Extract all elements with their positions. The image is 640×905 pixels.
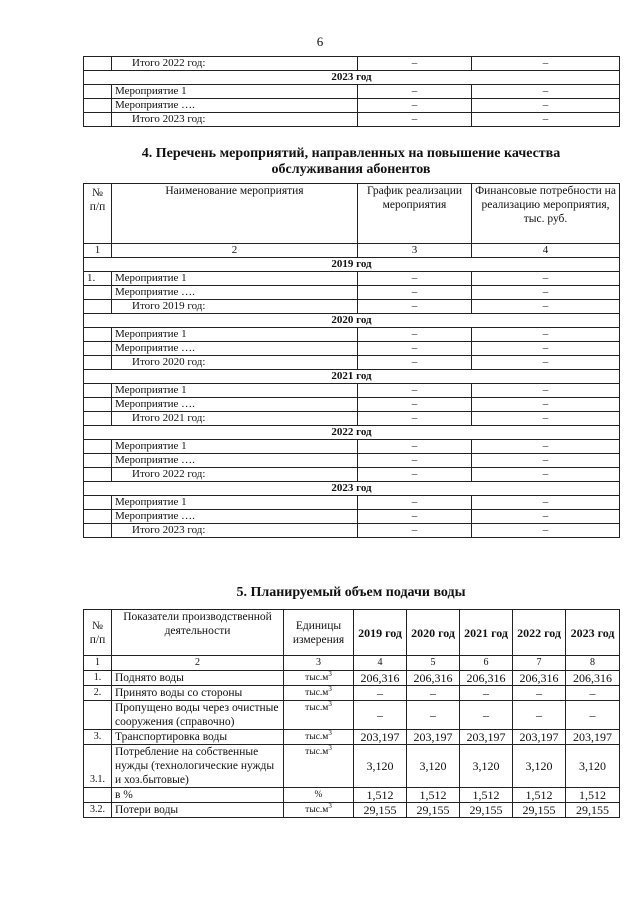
item-label: Мероприятие 1 bbox=[112, 496, 358, 510]
header-finance: Финансовые потребности на реализацию мероприятия, тыс. руб. bbox=[472, 184, 620, 244]
table-row bbox=[84, 524, 620, 538]
year-row bbox=[84, 258, 620, 272]
table-row bbox=[84, 99, 620, 113]
item-label: Мероприятие …. bbox=[112, 510, 358, 524]
value-cell: 29,155 bbox=[407, 803, 460, 818]
year-row bbox=[84, 370, 620, 384]
indicator-name: в % bbox=[112, 788, 284, 803]
column-number-row bbox=[84, 656, 620, 671]
value-cell: 206,316 bbox=[566, 671, 620, 686]
cell-dash: – bbox=[358, 286, 472, 300]
value-cell: – bbox=[513, 701, 566, 730]
table-row bbox=[84, 398, 620, 412]
year-label: 2023 год bbox=[84, 482, 620, 496]
value-cell: 1,512 bbox=[407, 788, 460, 803]
table-row bbox=[84, 342, 620, 356]
unit-cell: $тыс.м^3$ bbox=[284, 686, 354, 701]
section4-title bbox=[83, 146, 619, 178]
col-number: 5 bbox=[407, 656, 460, 671]
total-label: Итого 2021 год: bbox=[112, 412, 358, 426]
cell-dash: – bbox=[472, 454, 620, 468]
cell-dash: – bbox=[358, 356, 472, 370]
col-number: 1 bbox=[84, 244, 112, 258]
row-number: 1. bbox=[84, 671, 112, 686]
row-number: 3.1. bbox=[84, 745, 112, 788]
header-num: № п/п bbox=[84, 610, 112, 656]
header-unit: Единицы измерения bbox=[284, 610, 354, 656]
row-number bbox=[84, 440, 112, 454]
col-number: 2 bbox=[112, 244, 358, 258]
indicator-name: Пропущено воды через очистные сооружения (справочно) bbox=[112, 701, 284, 730]
header-indicator: Показатели производственной деятельности bbox=[112, 610, 284, 656]
cell-dash: – bbox=[472, 99, 620, 113]
table-row bbox=[84, 671, 620, 686]
value-cell: 206,316 bbox=[354, 671, 407, 686]
table-row bbox=[84, 745, 620, 788]
activities-table bbox=[83, 183, 620, 538]
year-label: 2023 год bbox=[84, 71, 620, 85]
row-number bbox=[84, 496, 112, 510]
year-row bbox=[84, 314, 620, 328]
cell-dash: – bbox=[358, 468, 472, 482]
year-label: 2020 год bbox=[84, 314, 620, 328]
value-cell: 1,512 bbox=[460, 788, 513, 803]
item-label: Мероприятие …. bbox=[112, 398, 358, 412]
item-label: Мероприятие 1 bbox=[112, 328, 358, 342]
cell-dash: – bbox=[472, 524, 620, 538]
value-cell: – bbox=[407, 701, 460, 730]
cell-dash: – bbox=[358, 342, 472, 356]
section4-title-line1: 4. Перечень мероприятий, направленных на повышение качества bbox=[141, 146, 561, 161]
total-label: Итого 2022 год: bbox=[112, 57, 358, 71]
col-number: 4 bbox=[354, 656, 407, 671]
cell-dash: – bbox=[358, 300, 472, 314]
value-cell: – bbox=[460, 701, 513, 730]
indicator-name: Транспортировка воды bbox=[112, 730, 284, 745]
unit-cell: $тыс.м^3$ bbox=[284, 803, 354, 818]
header-year: 2020 год bbox=[407, 610, 460, 656]
value-cell: 203,197 bbox=[566, 730, 620, 745]
item-label: Мероприятие …. bbox=[112, 286, 358, 300]
cell-dash: – bbox=[472, 57, 620, 71]
cell-dash: – bbox=[358, 412, 472, 426]
item-label: Мероприятие 1 bbox=[112, 384, 358, 398]
total-label: Итого 2019 год: bbox=[112, 300, 358, 314]
table-row bbox=[84, 113, 620, 127]
value-cell: 203,197 bbox=[407, 730, 460, 745]
value-cell: – bbox=[354, 686, 407, 701]
row-number: 3. bbox=[84, 730, 112, 745]
value-cell: 1,512 bbox=[566, 788, 620, 803]
col-number: 1 bbox=[84, 656, 112, 671]
value-cell: 206,316 bbox=[513, 671, 566, 686]
value-cell: 3,120 bbox=[407, 745, 460, 788]
table-row bbox=[84, 803, 620, 818]
cell-dash: – bbox=[358, 510, 472, 524]
year-label: 2021 год bbox=[84, 370, 620, 384]
table-row bbox=[84, 272, 620, 286]
row-number: 2. bbox=[84, 686, 112, 701]
table-row bbox=[84, 85, 620, 99]
value-cell: 206,316 bbox=[407, 671, 460, 686]
unit-cell: $тыс.м^3$ bbox=[284, 730, 354, 745]
value-cell: 1,512 bbox=[513, 788, 566, 803]
unit-cell: $тыс.м^3$ bbox=[284, 745, 354, 788]
continuation-table bbox=[83, 56, 620, 127]
col-number: 6 bbox=[460, 656, 513, 671]
row-number: 1. bbox=[84, 272, 112, 286]
indicator-name: Поднято воды bbox=[112, 671, 284, 686]
col-number: 2 bbox=[112, 656, 284, 671]
cell-dash: – bbox=[358, 272, 472, 286]
item-label: Мероприятие …. bbox=[112, 342, 358, 356]
unit-cell: $тыс.м^3$ bbox=[284, 701, 354, 730]
value-cell: – bbox=[566, 686, 620, 701]
table-row bbox=[84, 356, 620, 370]
col-number: 7 bbox=[513, 656, 566, 671]
item-label: Мероприятие …. bbox=[112, 454, 358, 468]
header-year: 2022 год bbox=[513, 610, 566, 656]
cell-dash: – bbox=[472, 328, 620, 342]
value-cell: 203,197 bbox=[460, 730, 513, 745]
value-cell: – bbox=[566, 701, 620, 730]
table-row bbox=[84, 286, 620, 300]
value-cell: 1,512 bbox=[354, 788, 407, 803]
total-label: Итого 2020 год: bbox=[112, 356, 358, 370]
total-label: Итого 2023 год: bbox=[112, 524, 358, 538]
column-number-row bbox=[84, 244, 620, 258]
cell-dash: – bbox=[358, 85, 472, 99]
cell-dash: – bbox=[472, 286, 620, 300]
cell-dash: – bbox=[472, 468, 620, 482]
table-header-row bbox=[84, 184, 620, 244]
cell-dash: – bbox=[358, 384, 472, 398]
value-cell: 29,155 bbox=[354, 803, 407, 818]
value-cell: 206,316 bbox=[460, 671, 513, 686]
table-row bbox=[84, 57, 620, 71]
cell-dash: – bbox=[472, 356, 620, 370]
value-cell: 29,155 bbox=[513, 803, 566, 818]
header-schedule: График реализации мероприятия bbox=[358, 184, 472, 244]
indicator-name: Принято воды со стороны bbox=[112, 686, 284, 701]
unit-cell: $тыс.м^3$ bbox=[284, 671, 354, 686]
cell-dash: – bbox=[358, 99, 472, 113]
water-supply-table bbox=[83, 609, 620, 818]
table-row bbox=[84, 300, 620, 314]
value-cell: 203,197 bbox=[354, 730, 407, 745]
value-cell: – bbox=[407, 686, 460, 701]
cell-dash: – bbox=[358, 496, 472, 510]
year-row bbox=[84, 426, 620, 440]
page-number: 6 bbox=[316, 34, 324, 49]
value-cell: 29,155 bbox=[460, 803, 513, 818]
value-cell: – bbox=[354, 701, 407, 730]
table-row bbox=[84, 510, 620, 524]
year-label: 2019 год bbox=[84, 258, 620, 272]
cell-dash: – bbox=[472, 398, 620, 412]
cell-dash: – bbox=[472, 272, 620, 286]
col-number: 4 bbox=[472, 244, 620, 258]
cell-dash: – bbox=[358, 454, 472, 468]
table-row bbox=[84, 328, 620, 342]
row-number bbox=[84, 701, 112, 730]
item-label: Мероприятие 1 bbox=[112, 440, 358, 454]
value-cell: 3,120 bbox=[460, 745, 513, 788]
section5-title: 5. Планируемый объем подачи воды bbox=[236, 585, 466, 600]
table-row bbox=[84, 701, 620, 730]
header-year: 2023 год bbox=[566, 610, 620, 656]
row-number bbox=[84, 788, 112, 803]
table-row bbox=[84, 384, 620, 398]
table-row bbox=[84, 788, 620, 803]
cell-dash: – bbox=[472, 412, 620, 426]
row-number bbox=[84, 328, 112, 342]
cell-dash: – bbox=[358, 398, 472, 412]
value-cell: 203,197 bbox=[513, 730, 566, 745]
unit-cell: % bbox=[284, 788, 354, 803]
indicator-name: Потери воды bbox=[112, 803, 284, 818]
col-number: 3 bbox=[284, 656, 354, 671]
table-row bbox=[84, 730, 620, 745]
item-label: Мероприятие …. bbox=[112, 99, 358, 113]
cell-dash: – bbox=[358, 328, 472, 342]
cell-dash: – bbox=[472, 510, 620, 524]
row-number bbox=[84, 384, 112, 398]
table-row bbox=[84, 468, 620, 482]
total-label: Итого 2022 год: bbox=[112, 468, 358, 482]
value-cell: – bbox=[513, 686, 566, 701]
cell-dash: – bbox=[472, 384, 620, 398]
table-row bbox=[84, 496, 620, 510]
cell-dash: – bbox=[472, 85, 620, 99]
item-label: Мероприятие 1 bbox=[112, 85, 358, 99]
header-year: 2021 год bbox=[460, 610, 513, 656]
value-cell: 3,120 bbox=[566, 745, 620, 788]
value-cell: 3,120 bbox=[354, 745, 407, 788]
year-row bbox=[84, 71, 620, 85]
col-number: 3 bbox=[358, 244, 472, 258]
table-header-row bbox=[84, 610, 620, 656]
table-row bbox=[84, 454, 620, 468]
table-row bbox=[84, 686, 620, 701]
header-name: Наименование мероприятия bbox=[112, 184, 358, 244]
cell-dash: – bbox=[472, 342, 620, 356]
header-num: № п/п bbox=[84, 184, 112, 244]
year-row bbox=[84, 482, 620, 496]
section4-title-line2: обслуживания абонентов bbox=[271, 162, 431, 177]
total-label: Итого 2023 год: bbox=[112, 113, 358, 127]
cell-dash: – bbox=[358, 440, 472, 454]
value-cell: 29,155 bbox=[566, 803, 620, 818]
cell-dash: – bbox=[472, 300, 620, 314]
cell-dash: – bbox=[358, 113, 472, 127]
cell-dash: – bbox=[472, 496, 620, 510]
table-row bbox=[84, 412, 620, 426]
cell-dash: – bbox=[358, 524, 472, 538]
header-year: 2019 год bbox=[354, 610, 407, 656]
table-row bbox=[84, 440, 620, 454]
cell-dash: – bbox=[472, 113, 620, 127]
col-number: 8 bbox=[566, 656, 620, 671]
value-cell: 3,120 bbox=[513, 745, 566, 788]
row-number: 3.2. bbox=[84, 803, 112, 818]
cell-dash: – bbox=[358, 57, 472, 71]
year-label: 2022 год bbox=[84, 426, 620, 440]
cell-dash: – bbox=[472, 440, 620, 454]
value-cell: – bbox=[460, 686, 513, 701]
indicator-name: Потребление на собственные нужды (технологические нужды и хоз.бытовые) bbox=[112, 745, 284, 788]
item-label: Мероприятие 1 bbox=[112, 272, 358, 286]
